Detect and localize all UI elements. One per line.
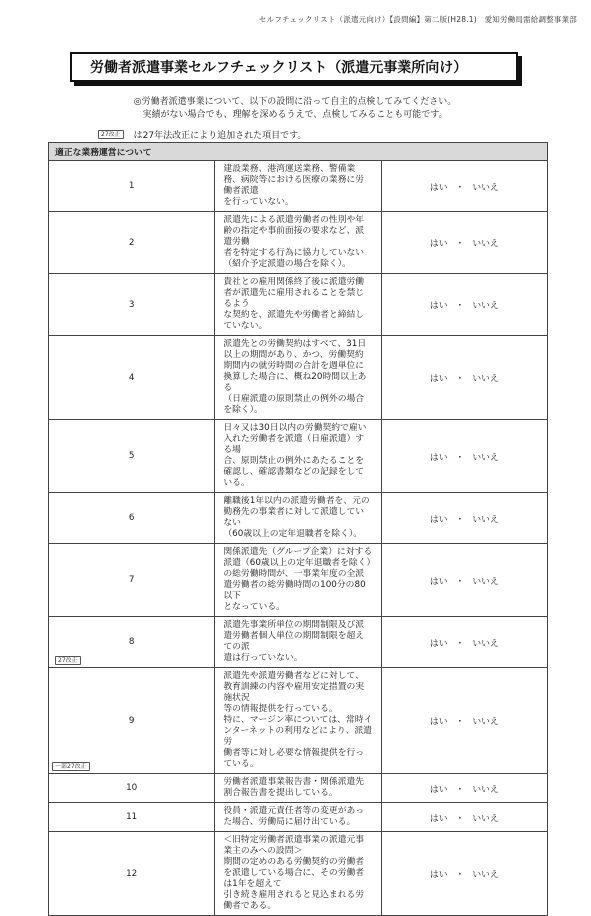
answer-separator: ・ [455, 813, 465, 824]
item-number: 7 [128, 575, 135, 585]
question-line: 建設業務、港湾運送業務、警備業務、病院等における医療の業務に労働者派遣 [223, 164, 365, 196]
item-number: 11 [126, 812, 138, 822]
table-row [49, 544, 548, 617]
item-number: 2 [128, 237, 135, 248]
item-number: 9 [128, 715, 135, 726]
table-row [49, 617, 548, 668]
item-number-cell [49, 161, 215, 212]
legend [98, 128, 306, 141]
answer-yes[interactable]: はい [429, 638, 448, 649]
table-row [49, 803, 548, 832]
answer-cell [381, 420, 547, 493]
question-line: 関係派遣先（グループ企業）に対する派遣（60歳以上の定年退職者を除く） [223, 547, 376, 568]
revision-badge: 一部27改正 [52, 762, 90, 771]
question-text [215, 212, 381, 274]
question-text [215, 493, 381, 544]
item-number-cell [49, 803, 215, 832]
question-text [215, 803, 381, 832]
answer-no[interactable]: いいえ [472, 638, 499, 649]
table-row [49, 420, 548, 493]
answer-cell [381, 161, 547, 212]
item-number: 3 [128, 299, 135, 310]
item-number-cell [49, 544, 215, 617]
answer-no[interactable]: いいえ [472, 452, 499, 463]
question-line: 引き続き雇用されると見込まれる労働者である。 [223, 890, 365, 911]
page-title: 労働者派遣事業セルフチェックリスト（派遣元事業所向け） [70, 52, 518, 82]
answer-yes[interactable]: はい [429, 514, 448, 525]
answer-separator: ・ [455, 576, 465, 587]
answer-yes[interactable]: はい [429, 870, 448, 880]
item-number-cell [49, 336, 215, 420]
item-number-cell [49, 420, 215, 493]
question-line: 派遣先による派遣労働者の性別や年齢の指定や事前面接の要求など、派遣労働 [223, 215, 365, 247]
question-text [215, 617, 381, 668]
answer-cell [381, 668, 547, 774]
answer-cell [381, 493, 547, 544]
answer-no[interactable]: いいえ [472, 717, 499, 727]
question-line: な契約を、派遣先や労働者と締結していない。 [223, 310, 365, 331]
answer-cell [381, 832, 547, 916]
answer-no[interactable]: いいえ [472, 239, 499, 249]
question-line: 日々又は30日以内の労働契約で雇い入れた労働者を派遣（日雇派遣）する場 [223, 423, 367, 455]
answer-yes[interactable]: はい [429, 452, 448, 463]
question-line: （60歳以上の定年退職者を除く）。 [223, 529, 363, 539]
question-text [215, 420, 381, 493]
question-line: 派遣先事業所単位の期間制限及び派遣労働者個人単位の期間制限を超えての派 [223, 620, 365, 652]
answer-no[interactable]: いいえ [472, 870, 499, 880]
revision-badge: 27改正 [55, 656, 81, 665]
answer-separator: ・ [455, 301, 465, 311]
question-text [215, 668, 381, 774]
question-line: 合、原則禁止の例外にあたることを確認し、確認書類などの記録をしている。 [223, 456, 365, 488]
answer-no[interactable]: いいえ [472, 182, 499, 193]
item-number-cell [49, 274, 215, 336]
answer-yes[interactable]: はい [429, 182, 448, 193]
answer-yes[interactable]: はい [429, 239, 448, 249]
answer-separator: ・ [455, 374, 465, 384]
answer-cell [381, 212, 547, 274]
intro-line-1: ◎労働者派遣事業について、以下の設問に沿って自主的点検してみてください。 [133, 97, 457, 107]
item-number-cell [49, 668, 215, 774]
item-number: 8 [128, 637, 135, 647]
intro-text [60, 96, 530, 122]
answer-cell [381, 617, 547, 668]
item-number: 12 [126, 868, 138, 879]
table-row [49, 832, 548, 916]
question-text [215, 832, 381, 916]
answer-separator: ・ [455, 870, 465, 880]
answer-cell [381, 774, 547, 803]
answer-separator: ・ [455, 182, 465, 193]
question-line: 等の情報提供を行っている。 [223, 704, 338, 714]
item-number-cell [49, 774, 215, 803]
question-text [215, 774, 381, 803]
item-number: 5 [128, 451, 135, 461]
answer-yes[interactable]: はい [429, 784, 448, 795]
item-number-cell [49, 212, 215, 274]
question-line: 特に、マージン率については、常時インターネットの利用などにより、派遣労 [223, 715, 373, 747]
item-number-cell [49, 832, 215, 916]
table-row [49, 274, 548, 336]
item-number: 6 [128, 513, 135, 523]
table-row [49, 774, 548, 803]
item-number: 10 [126, 783, 138, 793]
revision-badge: 27改正 [98, 130, 124, 139]
question-line: の総労働時間が、一事業年度の全派遣労働者の総労働時間の100分の80以下 [223, 569, 366, 601]
answer-cell [381, 544, 547, 617]
answer-separator: ・ [455, 784, 465, 795]
checklist-table [48, 142, 548, 916]
answer-separator: ・ [455, 717, 465, 727]
table-row [49, 336, 548, 420]
question-line: 貴社との雇用関係終了後に派遣労働者が派遣先に雇用されることを禁じるよう [223, 277, 365, 309]
table-row [49, 212, 548, 274]
question-line: となっている。 [223, 602, 285, 612]
answer-yes[interactable]: はい [429, 717, 448, 727]
title-frame [70, 52, 522, 86]
answer-cell [381, 336, 547, 420]
question-line: 派遣先との労働契約はすべて、31日以上の期間があり、かつ、労働契約 [223, 339, 367, 360]
section-title: 適正な業務運営について [49, 143, 548, 161]
intro-line-2: 実績がない場合でも、理解を深めるうえで、点検してみることも可能です。 [142, 110, 448, 120]
question-text [215, 161, 381, 212]
question-line: 役員・派遣元責任者等の変更があった場合、労働局に届け出ている。 [223, 806, 364, 827]
answer-no[interactable]: いいえ [472, 813, 499, 824]
question-line: 派遣先や派遣労働者などに対して、教育訓練の内容や雇用安定措置の実施状況 [223, 671, 365, 703]
question-line: 期間内の就労時間の合計を週単位に換算した場合に、概ね20時間以上ある [223, 361, 367, 393]
question-line: を行っていない。 [223, 197, 294, 207]
legend-text: は27年法改正により追加された項目です。 [133, 131, 307, 141]
table-row [49, 668, 548, 774]
answer-yes[interactable]: はい [429, 374, 448, 384]
answer-yes[interactable]: はい [429, 301, 448, 311]
section-row [49, 143, 548, 161]
question-text [215, 274, 381, 336]
answer-cell [381, 803, 547, 832]
answer-no[interactable]: いいえ [472, 576, 499, 587]
question-line: 遣は行っていない。 [223, 653, 303, 663]
answer-separator: ・ [455, 638, 465, 649]
question-line: 期間の定めのある労働契約の労働者を派遣している場合に、その労働者は1年を超えて [223, 857, 365, 889]
answer-yes[interactable]: はい [429, 576, 448, 587]
question-line: （日雇派遣の原則禁止の例外の場合を除く）。 [223, 394, 365, 415]
answer-yes[interactable]: はい [429, 813, 448, 824]
question-text [215, 544, 381, 617]
table-row [49, 493, 548, 544]
question-line: 労働者派遣事業報告書・関係派遣先割合報告書を提出している。 [223, 777, 365, 798]
question-line: 離職後1年以内の派遣労働者を、元の勤務先の事業者に対して派遣していない [223, 496, 370, 528]
answer-separator: ・ [455, 452, 465, 463]
item-number-cell [49, 617, 215, 668]
header-line: セルフチェックリスト（派遣元向け）【設問編】第二版(H28.1) 愛知労働局需給調整事業部 [258, 15, 577, 24]
question-text [215, 336, 381, 420]
question-line: 者を特定する行為に協力していない（紹介予定派遣の場合を除く）。 [223, 248, 365, 269]
answer-no[interactable]: いいえ [472, 784, 499, 795]
item-number: 1 [128, 181, 135, 191]
item-number-cell [49, 493, 215, 544]
item-number: 4 [128, 372, 135, 383]
answer-no[interactable]: いいえ [472, 301, 499, 311]
question-line: ＜旧特定労働者派遣事業の派遣元事業主のみへの設問＞ [223, 835, 365, 856]
answer-no[interactable]: いいえ [472, 514, 499, 525]
answer-separator: ・ [455, 239, 465, 249]
answer-separator: ・ [455, 514, 465, 525]
answer-cell [381, 274, 547, 336]
question-line: 働者等に対し必要な情報提供を行っている。 [223, 748, 365, 769]
table-row [49, 161, 548, 212]
answer-no[interactable]: いいえ [472, 374, 499, 384]
